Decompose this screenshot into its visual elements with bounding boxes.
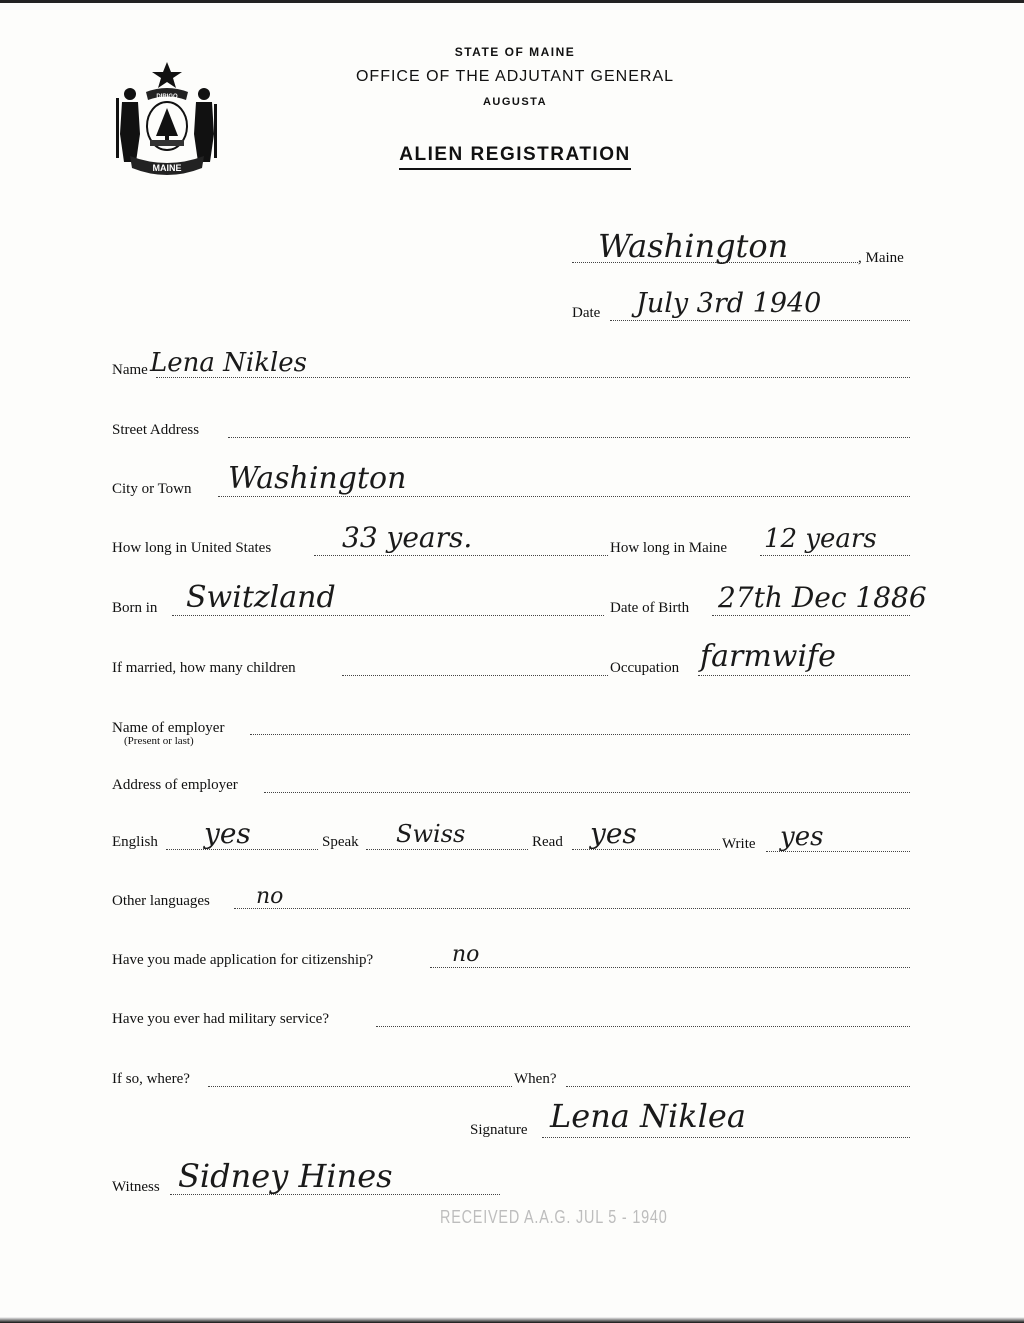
city-label: City or Town — [112, 481, 192, 497]
speak-value: Swiss — [396, 820, 466, 848]
name-value: Lena Nikles — [150, 348, 308, 378]
employer-label: Name of employer — [112, 720, 225, 736]
us-duration-value: 33 years. — [342, 521, 473, 554]
seal-name: MAINE — [152, 163, 182, 173]
where-label: If so, where? — [112, 1071, 190, 1087]
us-duration-line — [314, 555, 608, 556]
military-line — [376, 1026, 910, 1027]
citizenship-line — [430, 967, 910, 968]
signature-value: Lena Niklea — [550, 1097, 746, 1135]
children-line — [342, 675, 608, 676]
read-label: Read — [532, 834, 563, 850]
dob-line — [712, 615, 910, 616]
write-value: yes — [780, 822, 824, 852]
maine-duration-value: 12 years — [764, 524, 877, 554]
street-line — [228, 437, 910, 438]
english-label: English — [112, 834, 158, 850]
header-state: STATE OF MAINE — [454, 45, 576, 59]
citizenship-label: Have you made application for citizenship? — [112, 952, 374, 968]
scan-edge-top — [0, 0, 1024, 3]
other-languages-line — [234, 908, 910, 909]
born-line — [172, 615, 604, 616]
city-value: Washington — [228, 461, 407, 496]
scan-edge-bottom — [0, 1317, 1024, 1323]
occupation-label: Occupation — [610, 660, 680, 676]
received-stamp: RECEIVED A.A.G. JUL 5 - 1940 — [440, 1207, 668, 1227]
employer-note: (Present or last) — [124, 735, 194, 747]
maine-duration-line — [760, 555, 910, 556]
occupation-line — [698, 675, 910, 676]
date-value: July 3rd 1940 — [636, 288, 822, 319]
employer-address-line — [264, 792, 910, 793]
where-line — [208, 1086, 512, 1087]
dob-label: Date of Birth — [610, 600, 690, 616]
us-duration-label: How long in United States — [112, 540, 272, 556]
citizenship-value: no — [452, 942, 480, 967]
form-title — [300, 144, 730, 166]
speak-label: Speak — [322, 834, 359, 850]
street-label: Street Address — [112, 422, 200, 438]
date-label: Date — [572, 305, 601, 321]
form-title-text: ALIEN REGISTRATION — [399, 144, 630, 170]
employer-line — [250, 734, 910, 735]
other-languages-label: Other languages — [112, 893, 210, 909]
seal-motto: DIRIGO — [156, 94, 178, 100]
english-value: yes — [204, 817, 251, 850]
when-label: When? — [514, 1071, 557, 1087]
children-label: If married, how many children — [112, 660, 296, 676]
speak-line — [366, 849, 528, 850]
header-office: OFFICE OF THE ADJUTANT GENERAL — [355, 68, 675, 85]
place-value: Washington — [598, 227, 789, 265]
date-line — [610, 320, 910, 321]
military-label: Have you ever had military service? — [112, 1011, 329, 1027]
dob-value: 27th Dec 1886 — [718, 581, 927, 614]
witness-label: Witness — [112, 1179, 160, 1195]
name-label: Name — [112, 362, 148, 378]
read-value: yes — [590, 817, 637, 850]
signature-line — [542, 1137, 910, 1138]
employer-address-label: Address of employer — [112, 777, 238, 793]
signature-label: Signature — [470, 1122, 528, 1138]
other-languages-value: no — [256, 884, 284, 909]
write-label: Write — [722, 836, 756, 852]
witness-value: Sidney Hines — [178, 1157, 393, 1195]
city-line — [218, 496, 910, 497]
maine-duration-label: How long in Maine — [610, 540, 728, 556]
place-suffix: , Maine — [858, 250, 904, 266]
born-label: Born in — [112, 600, 158, 616]
maine-seal-icon — [112, 58, 222, 180]
header-city: AUGUSTA — [482, 96, 548, 108]
born-value: Switzland — [186, 580, 336, 615]
occupation-value: farmwife — [700, 639, 836, 674]
when-line — [566, 1086, 910, 1087]
